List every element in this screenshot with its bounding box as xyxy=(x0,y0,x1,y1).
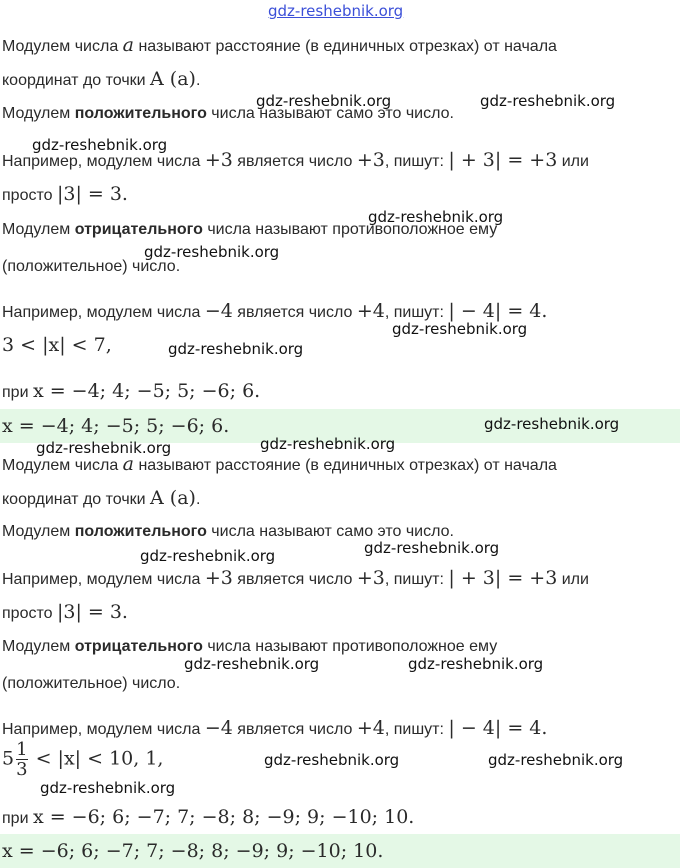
solution-line: при x = −6; 6; −7; 7; −8; 8; −9; 9; −10; 10. xyxy=(2,806,415,828)
example-1-line-2: просто |3| = 3. xyxy=(2,601,128,623)
positive-rule: Модулем положительного числа называют само это число. xyxy=(2,523,454,540)
watermark: gdz-reshebnik.org xyxy=(256,92,392,110)
watermark: gdz-reshebnik.org xyxy=(392,320,528,338)
example-1-line-1: Например, модулем числа +3 является число +3, пишут: | + 3| = +3 или xyxy=(2,567,589,589)
watermark: gdz-reshebnik.org xyxy=(36,439,172,457)
watermark: gdz-reshebnik.org xyxy=(184,655,320,673)
watermark: gdz-reshebnik.org xyxy=(144,243,280,261)
positive-rule: Модулем положительного числа называют само это число. xyxy=(2,105,454,122)
example-1-line-1: Например, модулем числа +3 является число +3, пишут: | + 3| = +3 или xyxy=(2,149,589,171)
definition-line-1: Модулем числа a называют расстояние (в единичных отрезках) от начала xyxy=(2,453,557,475)
watermark: gdz-reshebnik.org xyxy=(368,208,504,226)
negative-rule-line-2: (положительное) число. xyxy=(2,675,181,692)
definition-line-1: Модулем числа a называют расстояние (в единичных отрезках) от начала xyxy=(2,34,557,56)
watermark: gdz-reshebnik.org xyxy=(168,340,304,358)
watermark: gdz-reshebnik.org xyxy=(364,539,500,557)
definition-line-2: координат до точки A (a). xyxy=(2,68,201,90)
negative-rule-line-1: Модулем отрицательного числа называют противоположное ему xyxy=(2,638,498,655)
inequality: 5 $\frac{1}{3}$ < |x| < 10, 1, xyxy=(2,739,164,780)
watermark: gdz-reshebnik.org xyxy=(480,92,616,110)
watermark: gdz-reshebnik.org xyxy=(268,2,404,20)
watermark: gdz-reshebnik.org xyxy=(32,136,168,154)
fraction: $\frac{1}{3}$ xyxy=(16,739,28,780)
example-2: Например, модулем числа −4 является число +4, пишут: | − 4| = 4. xyxy=(2,300,548,322)
watermark: gdz-reshebnik.org xyxy=(260,435,396,453)
example-2: Например, модулем числа −4 является число +4, пишут: | − 4| = 4. xyxy=(2,717,548,739)
answer: x = −4; 4; −5; 5; −6; 6. xyxy=(2,415,230,437)
watermark: gdz-reshebnik.org xyxy=(488,751,624,769)
inequality: 3 < |x| < 7, xyxy=(2,334,112,356)
watermark: gdz-reshebnik.org xyxy=(408,655,544,673)
watermark: gdz-reshebnik.org xyxy=(140,547,276,565)
answer: x = −6; 6; −7; 7; −8; 8; −9; 9; −10; 10. xyxy=(2,840,384,862)
watermark: gdz-reshebnik.org xyxy=(40,779,176,797)
negative-rule-line-1: Модулем отрицательного числа называют противоположное ему xyxy=(2,221,498,238)
example-1-line-2: просто |3| = 3. xyxy=(2,183,128,205)
watermark: gdz-reshebnik.org xyxy=(264,751,400,769)
solution-line: при x = −4; 4; −5; 5; −6; 6. xyxy=(2,380,261,402)
definition-line-2: координат до точки A (a). xyxy=(2,487,201,509)
negative-rule-line-2: (положительное) число. xyxy=(2,258,181,275)
watermark: gdz-reshebnik.org xyxy=(484,415,620,433)
